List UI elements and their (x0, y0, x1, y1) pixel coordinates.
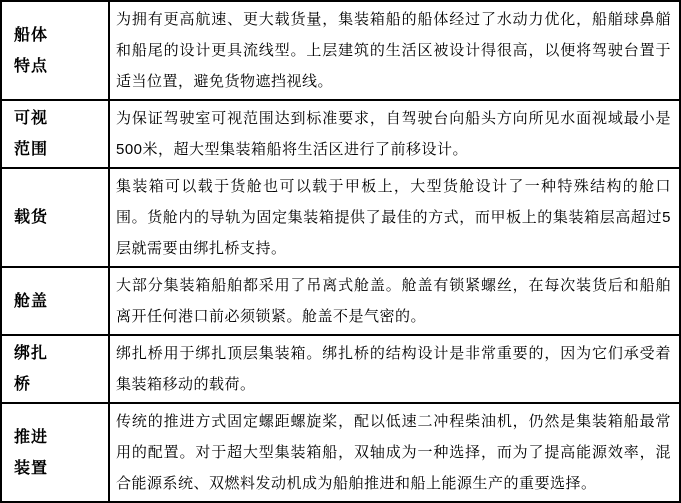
table-row (1, 403, 680, 502)
row-body-text: 大部分集装箱船舶都采用了吊离式舱盖。舱盖有锁紧螺丝，在每次装货后和船舶离开任何港口前必须锁紧。舱盖不是气密的。 (116, 277, 671, 325)
table-row (1, 100, 680, 168)
table-row (1, 168, 680, 267)
row-header-hatch-cover (1, 267, 109, 335)
row-header-lashing-bridge (1, 335, 109, 403)
row-body-visual-range (109, 100, 680, 168)
row-body-lashing-bridge (109, 335, 680, 403)
row-body-text: 集装箱可以载于货舱也可以载于甲板上，大型货舱设计了一种特殊结构的舱口围。货舱内的导轨为固定集装箱提供了最佳的方式，而甲板上的集装箱层高超过5层就需要由绑扎桥支持。 (116, 178, 671, 257)
table-row (1, 267, 680, 335)
row-header-propulsion (1, 403, 109, 502)
table-row (1, 335, 680, 403)
row-header-hull-features (1, 1, 109, 100)
row-body-text: 绑扎桥用于绑扎顶层集装箱。绑扎桥的结构设计是非常重要的，因为它们承受着集装箱移动的载荷。 (116, 345, 671, 393)
row-header-label: 可视范围 (14, 110, 49, 158)
row-header-label: 绑扎桥 (14, 345, 49, 393)
row-body-hatch-cover (109, 267, 680, 335)
row-body-text: 传统的推进方式固定螺距螺旋桨，配以低速二冲程柴油机，仍然是集装箱船最常用的配置。对于超大型集装箱船，双轴成为一种选择，而为了提高能源效率，混合能源系统、双燃料发动机成为船舶推进和船上能源生产的重要选择。 (116, 413, 671, 492)
row-body-propulsion (109, 403, 680, 502)
row-header-visual-range (1, 100, 109, 168)
row-body-text: 为拥有更高航速、更大载货量，集装箱船的船体经过了水动力优化，船艏球鼻艏和船尾的设计更具流线型。上层建筑的生活区被设计得很高，以便将驾驶台置于适当位置，避免货物遮挡视线。 (116, 11, 671, 90)
row-header-cargo (1, 168, 109, 267)
row-body-cargo (109, 168, 680, 267)
row-header-label: 船体特点 (14, 26, 49, 75)
row-header-label: 推进装置 (14, 428, 49, 477)
row-header-label: 载货 (14, 209, 49, 226)
row-body-text: 为保证驾驶室可视范围达到标准要求，自驾驶台向船头方向所见水面视域最小是500米，超大型集装箱船将生活区进行了前移设计。 (116, 110, 671, 158)
row-header-label: 舱盖 (14, 292, 49, 310)
row-body-hull-features (109, 1, 680, 100)
table-row (1, 1, 680, 100)
